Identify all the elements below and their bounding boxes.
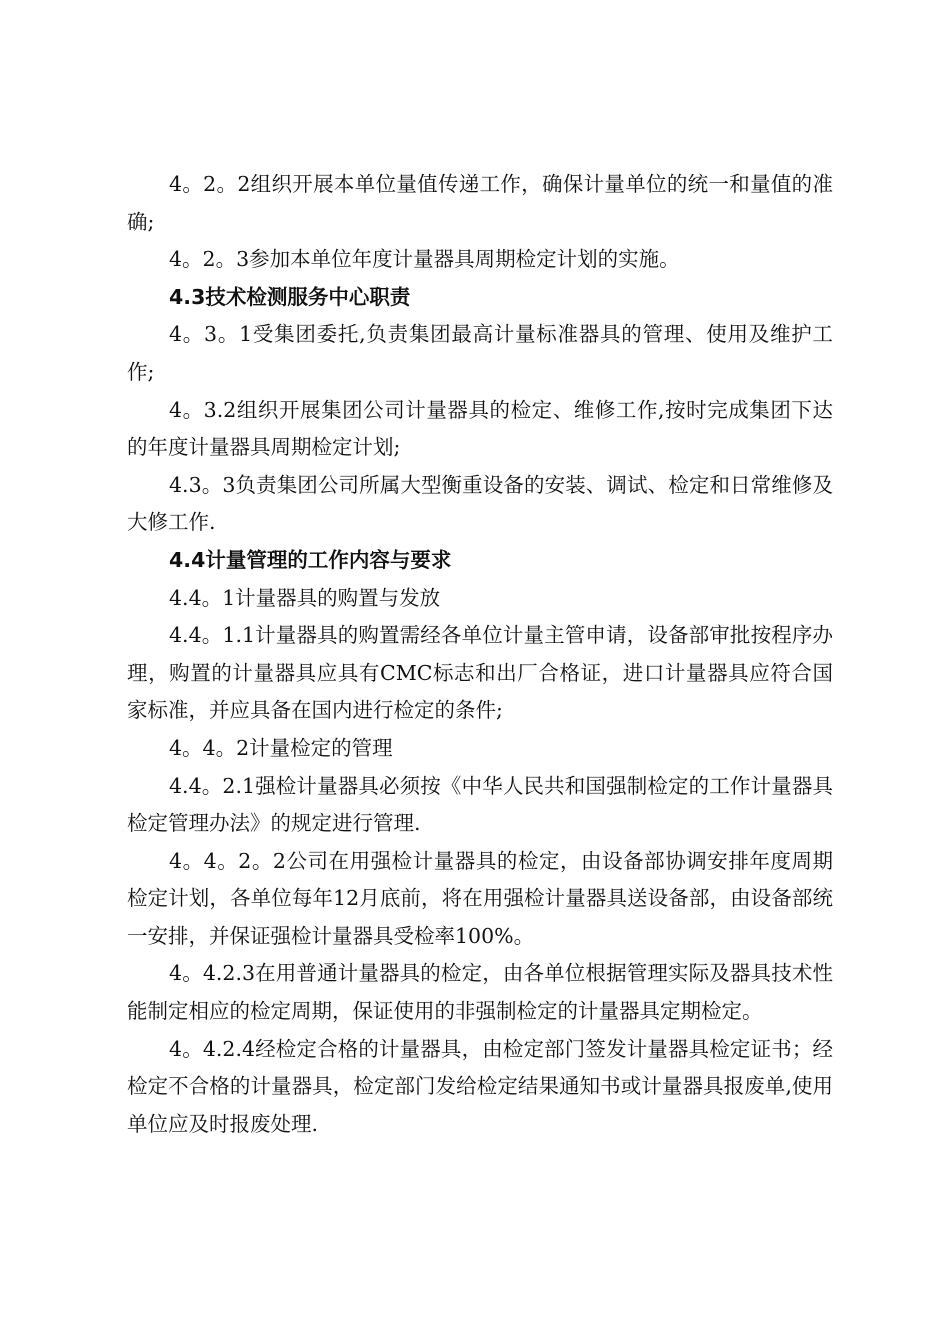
- paragraph-4-3-2: 4。3.2组织开展集团公司计量器具的检定、维修工作,按时完成集团下达的年度计量器具周期检定计划;: [127, 397, 833, 460]
- paragraph-4-4-2-3: 4。4.2.3在用普通计量器具的检定，由各单位根据管理实际及器具技术性能制定相应的检定周期，保证使用的非强制检定的计量器具定期检定。: [127, 961, 833, 1024]
- paragraph-4-2-3: 4。2。3参加本单位年度计量器具周期检定计划的实施。: [169, 247, 680, 272]
- paragraph-4-4-2-2: 4。4。2。2公司在用强检计量器具的检定，由设备部协调安排年度周期检定计划，各单位每年12月底前，将在用强检计量器具送设备部，由设备部统一安排，并保证强检计量器具受检率100%。: [127, 848, 833, 948]
- paragraph-4-3-1: 4。3。1受集团委托,负责集团最高计量标准器具的管理、使用及维护工作;: [127, 322, 833, 384]
- paragraph-4-4-2-1: 4.4。2.1强检计量器具必须按《中华人民共和国强制检定的工作计量器具检定管理办法》的规定进行管理.: [127, 773, 833, 836]
- section-heading-4-3: 4.3技术检测服务中心职责: [169, 284, 411, 309]
- paragraph-4-4-2: 4。4。2计量检定的管理: [169, 735, 393, 760]
- paragraph-4-4-1: 4.4。1计量器具的购置与发放: [169, 585, 441, 610]
- paragraph-4-3-3: 4.3。3负责集团公司所属大型衡重设备的安装、调试、检定和日常维修及大修工作.: [127, 472, 833, 535]
- paragraph-4-2-2: 4。2。2组织开展本单位量值传递工作，确保计量单位的统一和量值的准确;: [127, 172, 833, 234]
- section-heading-4-4: 4.4计量管理的工作内容与要求: [169, 547, 452, 572]
- document-body: [127, 166, 833, 1143]
- paragraph-4-4-1-1: 4.4。1.1计量器具的购置需经各单位计量主管申请，设备部审批按程序办理，购置的计量器具应具有CMC标志和出厂合格证，进口计量器具应符合国家标准，并应具备在国内进行检定的条件;: [127, 623, 833, 723]
- paragraph-4-4-2-4: 4。4.2.4经检定合格的计量器具，由检定部门签发计量器具检定证书；经检定不合格的计量器具，检定部门发给检定结果通知书或计量器具报废单,使用单位应及时报废处理.: [127, 1036, 833, 1136]
